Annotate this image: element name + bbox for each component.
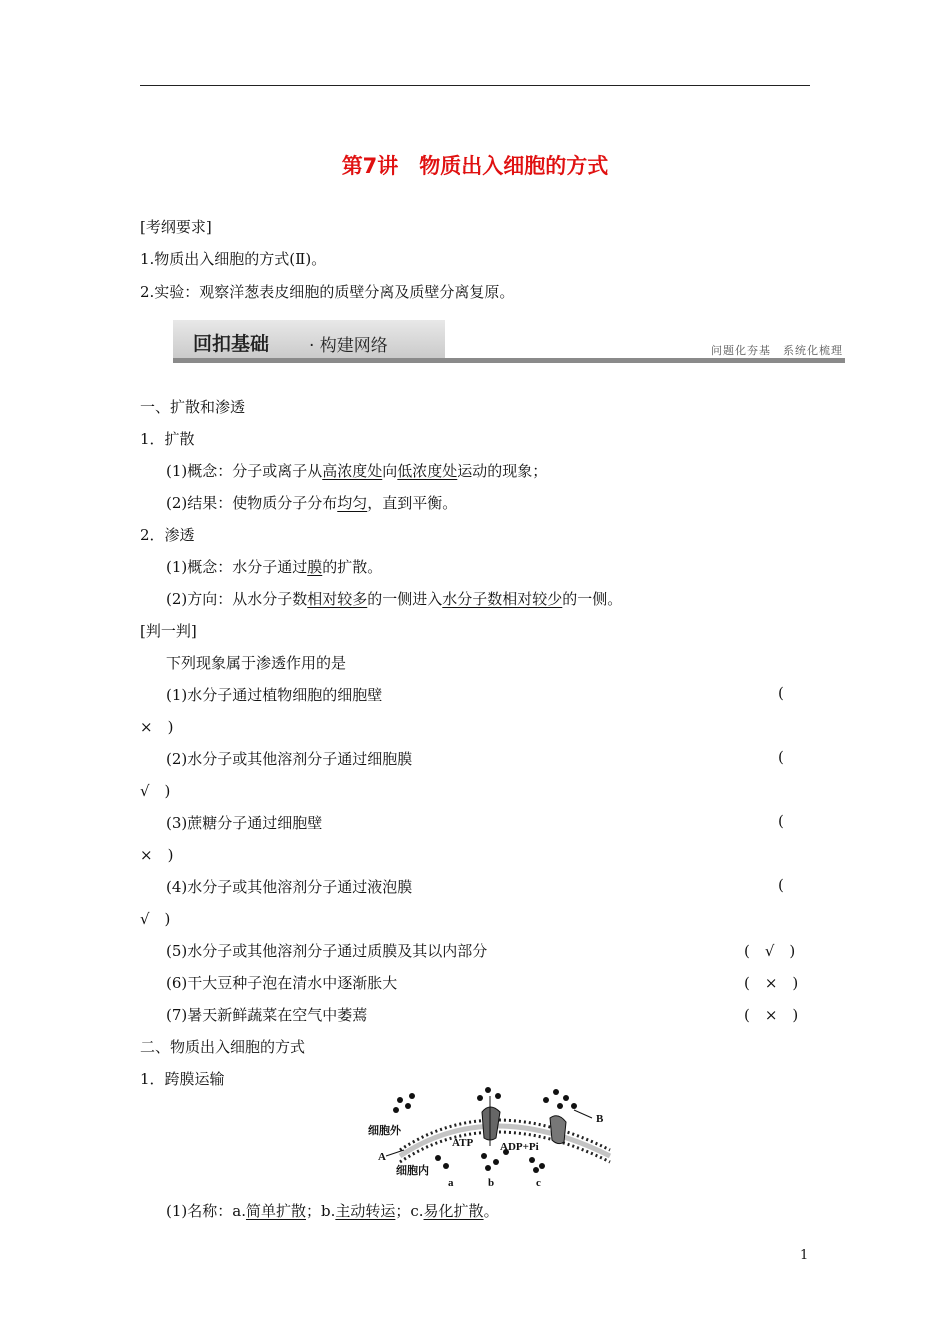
- banner-sub-text: · 构建网络: [309, 336, 388, 356]
- judge-answer: √ ): [140, 782, 171, 800]
- text-run: ，直到平衡。: [367, 494, 458, 512]
- diffusion-result: [166, 492, 457, 513]
- judge-answer: × ): [140, 718, 174, 736]
- judge-paren-answer: ( × ): [744, 1006, 799, 1024]
- judge-item-text: (7)暑天新鲜蔬菜在空气中萎蔫: [166, 1006, 368, 1024]
- text-run: 向: [382, 462, 398, 480]
- answer-underline: 主动转运: [335, 1202, 396, 1220]
- transport-names: [166, 1200, 499, 1221]
- label-side-a: A: [378, 1151, 386, 1163]
- answer-underline: 简单扩散: [245, 1202, 306, 1220]
- membrane-diagram: [360, 1080, 620, 1190]
- judge-paren-answer: ( √ ): [744, 942, 796, 960]
- text-run: 的一侧。: [562, 590, 623, 608]
- judge-item-text: (5)水分子或其他溶剂分子通过质膜及其以内部分: [166, 942, 488, 960]
- label-outside: 细胞外: [368, 1125, 401, 1137]
- page-title: 第7讲 物质出入细胞的方式: [341, 154, 609, 178]
- label-b: b: [488, 1177, 495, 1189]
- header-rule: [140, 85, 810, 86]
- text-run: 。: [483, 1202, 499, 1220]
- answer-underline: 膜: [307, 558, 323, 576]
- pointer-b: [574, 1110, 592, 1118]
- label-adp: ADP+Pi: [500, 1141, 539, 1153]
- text-run: ；b.: [305, 1202, 336, 1220]
- osmosis-concept: [166, 556, 382, 577]
- answer-underline: 易化扩散: [423, 1202, 484, 1220]
- answer-underline: 均匀: [337, 494, 368, 512]
- label-a: a: [448, 1177, 454, 1189]
- judge-answer: √ ): [140, 910, 171, 928]
- judge-item-text: (4)水分子或其他溶剂分子通过液泡膜: [166, 878, 413, 896]
- judge-item-text: (3)蔗糖分子通过细胞壁: [166, 814, 323, 832]
- label-side-b: B: [596, 1113, 604, 1125]
- text-run: 运动的现象；: [457, 462, 548, 480]
- judge-paren-open: (: [778, 876, 784, 894]
- page-number: 1: [800, 1248, 809, 1263]
- carrier-protein: [482, 1107, 500, 1140]
- banner-main-text: 回扣基础: [193, 333, 270, 355]
- judge-paren-open: (: [778, 748, 784, 766]
- requirement-item: 1.物质出入细胞的方式(Ⅱ)。: [140, 250, 327, 268]
- judge-item-text: (1)水分子通过植物细胞的细胞壁: [166, 686, 383, 704]
- judge-paren-answer: ( × ): [744, 974, 799, 992]
- diffusion-concept: [166, 460, 547, 481]
- text-run: (1)概念：分子或离子从: [166, 462, 323, 480]
- text-run: (2)结果：使物质分子分布: [166, 494, 338, 512]
- judge-item-text: (2)水分子或其他溶剂分子通过细胞膜: [166, 750, 413, 768]
- answer-underline: 相对较多: [307, 590, 368, 608]
- requirements-header: [考纲要求]: [140, 218, 212, 236]
- banner-line: [173, 358, 845, 363]
- judge-intro: 下列现象属于渗透作用的是: [166, 654, 347, 672]
- text-run: ；c.: [395, 1202, 424, 1220]
- requirement-item: 2.实验：观察洋葱表皮细胞的质壁分离及质壁分离复原。: [140, 283, 515, 301]
- text-run: (1)概念：水分子通过: [166, 558, 308, 576]
- osmosis-direction: [166, 588, 622, 609]
- text-run: (1)名称：a.: [166, 1202, 246, 1220]
- label-c: c: [536, 1177, 541, 1189]
- subsection-label: 2．渗透: [140, 526, 195, 544]
- label-atp: ATP: [452, 1137, 474, 1149]
- membrane-figure: [360, 1080, 620, 1190]
- answer-underline: 高浓度处: [322, 462, 383, 480]
- text-run: 的一侧进入: [367, 590, 443, 608]
- section-heading: 一、扩散和渗透: [140, 398, 246, 416]
- subsection-label: 1．跨膜运输: [140, 1070, 225, 1088]
- judge-paren-open: (: [778, 812, 784, 830]
- section-banner: [173, 320, 845, 365]
- answer-underline: 低浓度处: [397, 462, 458, 480]
- section-heading: 二、物质出入细胞的方式: [140, 1038, 306, 1056]
- text-run: 的扩散。: [322, 558, 383, 576]
- judge-answer: × ): [140, 846, 174, 864]
- channel-protein: [550, 1116, 566, 1144]
- text-run: (2)方向：从水分子数: [166, 590, 308, 608]
- subsection-label: 1．扩散: [140, 430, 195, 448]
- judge-paren-open: (: [778, 684, 784, 702]
- banner-right-text: 问题化夯基 系统化梳理: [711, 344, 843, 357]
- answer-underline: 水分子数相对较少: [442, 590, 563, 608]
- label-inside: 细胞内: [396, 1165, 429, 1177]
- judge-header: [判一判]: [140, 622, 197, 640]
- judge-item-text: (6)干大豆种子泡在清水中逐渐胀大: [166, 974, 398, 992]
